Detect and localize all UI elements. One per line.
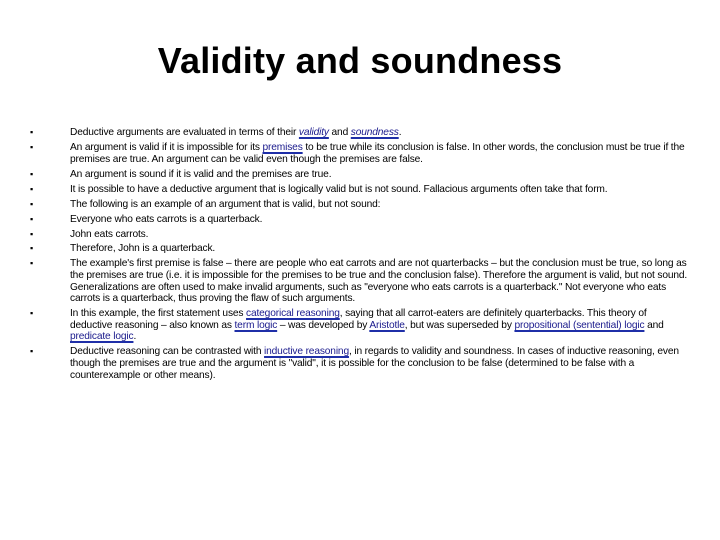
bullet-icon: ▪	[30, 258, 34, 269]
bullet-item	[28, 258, 688, 304]
bullet-text: , but was superseded by	[404, 319, 515, 331]
bullet-item	[28, 169, 688, 181]
bullet-text: The example's first premise is false – there are people who eat carrots and are not quarterbacks – but the conclusion must be true, so long as the premises are true (i.e. it is impossible for the premises to be true and the conclusion false). Therefore the argument is valid, but not sound. Generalizations are often used to make invalid arguments, such as "everyone who eats carrots is a quarterback." Not everyone who eats carrots is a quarterback, thus proving the flaw of such arguments.	[70, 258, 688, 305]
bullet-text: – was developed by	[277, 319, 370, 331]
bullet-text: In this example, the first statement uses	[70, 308, 247, 320]
bullet-text: .	[133, 331, 137, 343]
bullet-text: It is possible to have a deductive argument that is logically valid but is not sound. Fallacious arguments often take that form.	[70, 183, 608, 195]
bullet-item	[28, 243, 688, 255]
bullet-item	[28, 184, 688, 196]
bullet-item	[28, 199, 688, 211]
bullet-icon: ▪	[30, 213, 34, 224]
hyperlink-premises[interactable]: premises	[262, 141, 303, 153]
slide-title: Validity and soundness	[157, 40, 563, 81]
bullet-icon: ▪	[30, 127, 34, 137]
bullet-text: , in regards to validity and soundness. In cases of inductive reasoning, even though the premises are true and the argument is "valid", it is possible for the conclusion to be false (determined to be false with a counterexample or other means).	[70, 346, 679, 381]
bullet-item	[28, 142, 688, 165]
hyperlink-term-logic[interactable]: term logic	[234, 319, 278, 331]
bullet-item	[28, 229, 688, 241]
bullet-text: and	[328, 127, 351, 138]
hyperlink-soundness[interactable]: soundness	[350, 127, 399, 138]
bullet-icon: ▪	[30, 141, 34, 152]
bullet-text: The following is an example of an argument that is valid, but not sound:	[70, 198, 381, 210]
bullet-text: John eats carrots.	[70, 228, 149, 240]
bullet-icon: ▪	[30, 243, 34, 254]
bullet-icon: ▪	[30, 198, 34, 209]
bullet-text: An argument is valid if it is impossible for its	[70, 141, 263, 153]
bullet-icon: ▪	[30, 346, 34, 357]
hyperlink-predicate-logic[interactable]: predicate logic	[70, 331, 134, 343]
bullet-text: , saying that all carrot-eaters are definitely quarterbacks. This theory of deductive reasoning – also known as	[70, 308, 647, 331]
bullet-text: .	[398, 127, 402, 138]
bullet-item	[28, 308, 688, 343]
bullet-text: Therefore, John is a quarterback.	[70, 243, 216, 255]
bullet-text: and	[644, 319, 664, 331]
bullet-text: to be true while its conclusion is false. In other words, the conclusion must be true if the premises are true. An argument can be valid even though the premises are false.	[70, 141, 685, 165]
bullet-list	[28, 127, 688, 385]
bullet-icon: ▪	[30, 308, 34, 319]
bullet-text: An argument is sound if it is valid and the premises are true.	[70, 168, 332, 180]
bullet-icon: ▪	[30, 168, 34, 179]
bullet-icon: ▪	[30, 228, 34, 239]
bullet-text: Deductive reasoning can be contrasted with	[70, 346, 265, 358]
bullet-item	[28, 214, 688, 226]
bullet-icon: ▪	[30, 183, 34, 194]
bullet-text: Everyone who eats carrots is a quarterback.	[70, 213, 263, 225]
hyperlink-propositional-sentential-logic[interactable]: propositional (sentential) logic	[514, 319, 645, 331]
hyperlink-aristotle[interactable]: Aristotle	[369, 319, 405, 331]
hyperlink-validity[interactable]: validity	[298, 127, 329, 138]
hyperlink-categorical-reasoning[interactable]: categorical reasoning	[246, 308, 340, 320]
bullet-item	[28, 346, 688, 381]
bullet-text: Deductive arguments are evaluated in terms of their	[70, 127, 299, 138]
bullet-item	[28, 127, 688, 139]
hyperlink-inductive-reasoning[interactable]: inductive reasoning	[264, 346, 349, 358]
